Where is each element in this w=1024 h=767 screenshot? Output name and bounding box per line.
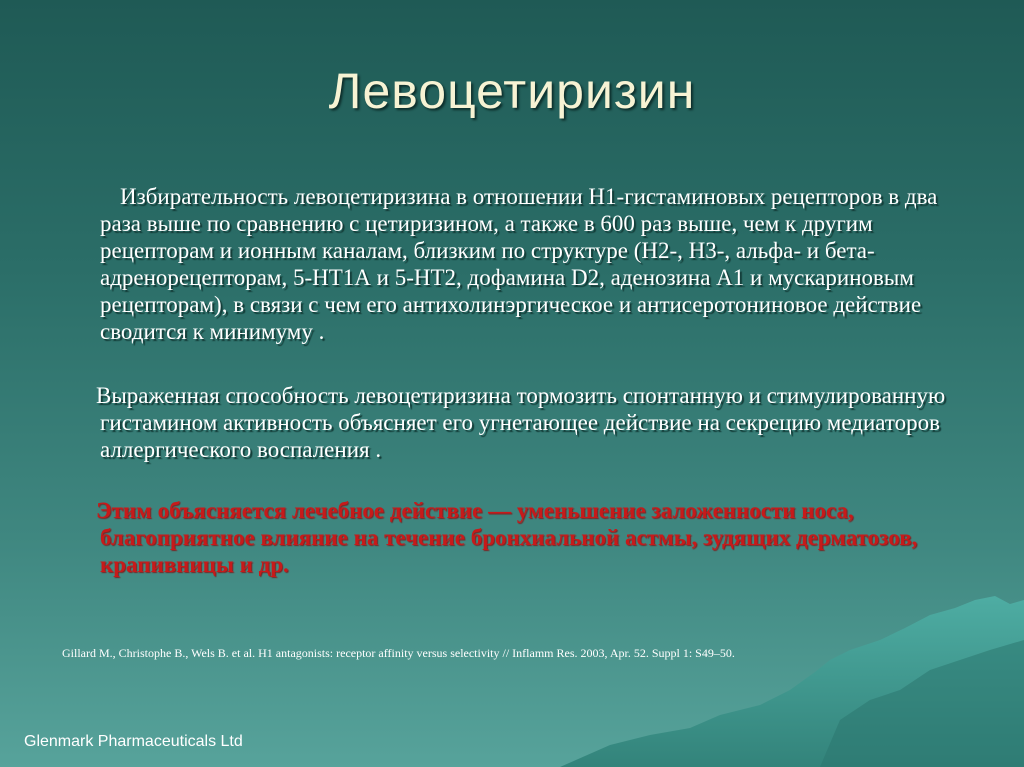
paragraph-selectivity: Избирательность левоцетиризина в отношении Н1-гистаминовых рецепторов в два раза выше по сравнению с цетиризином, а также в 600 раз выше, чем к другим рецепторам и ионным каналам, близким по структуре (Н2-, Н3-, альфа- и бета-адренорецепторам, 5-НТ1А и 5-НТ2, дофамина D2, аденозина А1 и мускариновым рецепторам), в связи с чем его антихолинэргическое и антисеротониновое действие сводится к минимуму . [100,184,938,344]
paragraph-inhibition: Выраженная способность левоцетиризина тормозить спонтанную и стимулированную гистамином активность объясняет его угнетающее действие на секрецию медиаторов аллергического воспаления . [96,383,946,462]
paragraph-clinical-effect: Этим объясняется лечебное действие — уменьшение заложенности носа, благоприятное влияние на течение бронхиальной астмы, зудящих дерматозов, крапивницы и др. [96,498,918,577]
footer-company: Glenmark Pharmaceuticals Ltd [24,733,243,750]
slide-title: Левоцетиризин [328,63,696,119]
reference-citation: Gillard M., Christophe B., Wels B. et al. H1 antagonists: receptor affinity versus selectivity // Inflamm Res. 2003, Apr. 52. Suppl 1: S49–50. [62,646,735,660]
